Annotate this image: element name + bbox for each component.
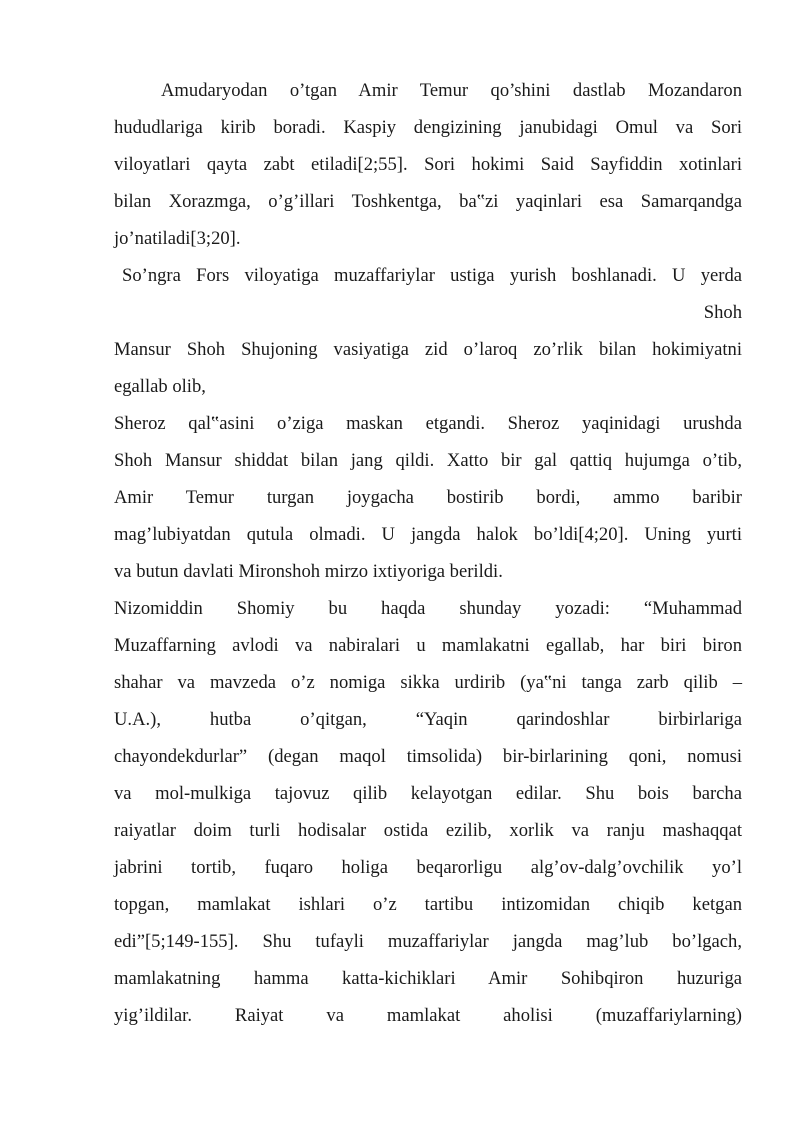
text-line-14: va butun davlati Mironshoh mirzo ixtiyoriga berildi. bbox=[114, 561, 503, 582]
text-line-13: mag’lubiyatdan qutula olmadi. U jangda halok bo’ldi[4;20]. Uning yurti bbox=[114, 524, 742, 545]
text-line-5: jo’natiladi[3;20]. bbox=[114, 228, 241, 249]
text-line-12: Amir Temur turgan joygacha bostirib bordi, ammo baribir bbox=[114, 487, 742, 508]
text-line-26: yig’ildilar. Raiyat va mamlakat aholisi (muzaffariylarning) bbox=[114, 1005, 742, 1026]
text-line-3: viloyatlari qayta zabt etiladi[2;55]. Sori hokimi Said Sayfiddin xotinlari bbox=[114, 154, 742, 175]
text-line-25: mamlakatning hamma katta-kichiklari Amir Sohibqiron huzuriga bbox=[114, 968, 742, 989]
text-line-10: Sheroz qal‟asini o’ziga maskan etgandi. Sheroz yaqinidagi urushda bbox=[114, 413, 742, 434]
text-line-9: egallab olib, bbox=[114, 376, 206, 397]
text-line-19: chayondekdurlar” (degan maqol timsolida) bir-birlarining qoni, nomusi bbox=[114, 746, 742, 767]
text-line-7: Shoh bbox=[703, 302, 742, 323]
text-line-24: edi”[5;149-155]. Shu tufayli muzaffariylar jangda mag’lub bo’lgach, bbox=[114, 931, 742, 952]
text-line-21: raiyatlar doim turli hodisalar ostida ezilib, xorlik va ranju mashaqqat bbox=[114, 820, 742, 841]
text-line-8: Mansur Shoh Shujoning vasiyatiga zid o’laroq zo’rlik bilan hokimiyatni bbox=[114, 339, 742, 360]
document-page bbox=[114, 72, 742, 1034]
text-line-20: va mol-mulkiga tajovuz qilib kelayotgan edilar. Shu bois barcha bbox=[114, 783, 742, 804]
text-line-17: shahar va mavzeda o’z nomiga sikka urdirib (ya‟ni tanga zarb qilib – bbox=[114, 672, 742, 693]
text-line-16: Muzaffarning avlodi va nabiralari u mamlakatni egallab, har biri biron bbox=[114, 635, 742, 656]
text-line-23: topgan, mamlakat ishlari o’z tartibu intizomidan chiqib ketgan bbox=[114, 894, 742, 915]
text-line-2: hududlariga kirib boradi. Kaspiy dengizining janubidagi Omul va Sori bbox=[114, 117, 742, 138]
text-line-6: So’ngra Fors viloyatiga muzaffariylar ustiga yurish boshlanadi. U yerda bbox=[122, 265, 742, 286]
text-line-18: U.A.), hutba o’qitgan, “Yaqin qarindoshlar birbirlariga bbox=[114, 709, 742, 730]
text-line-15: Nizomiddin Shomiy bu haqda shunday yozadi: “Muhammad bbox=[114, 598, 742, 619]
text-line-4: bilan Xorazmga, o’g’illari Toshkentga, ba‟zi yaqinlari esa Samarqandga bbox=[114, 191, 742, 212]
text-line-22: jabrini tortib, fuqaro holiga beqarorligu alg’ov-dalg’ovchilik yo’l bbox=[114, 857, 742, 878]
text-line-11: Shoh Mansur shiddat bilan jang qildi. Xatto bir gal qattiq hujumga o’tib, bbox=[114, 450, 742, 471]
text-line-1: Amudaryodan o’tgan Amir Temur qo’shini dastlab Mozandaron bbox=[161, 80, 742, 101]
